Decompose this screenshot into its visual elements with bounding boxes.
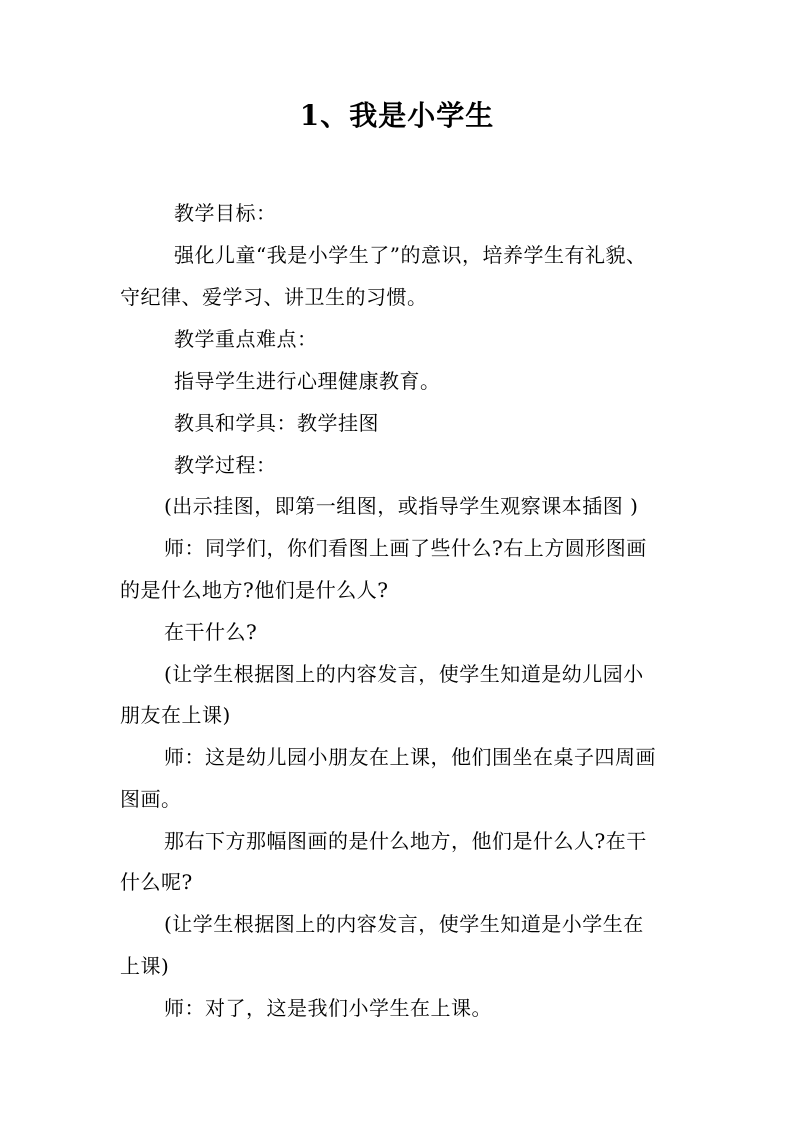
paragraph-line: 师：同学们，你们看图上画了些什么?右上方圆形图画 xyxy=(164,536,647,560)
paragraph-line: 师：对了，这是我们小学生在上课。 xyxy=(164,996,492,1020)
paragraph-line: 师：这是幼儿园小朋友在上课，他们围坐在桌子四周画 xyxy=(164,745,656,769)
teaching-aids-line: 教具和学具：教学挂图 xyxy=(174,411,379,435)
section-heading-objectives: 教学目标： xyxy=(174,201,277,225)
paragraph-line: (让学生根据图上的内容发言，使学生知道是小学生在 xyxy=(164,912,644,936)
section-heading-key-points: 教学重点难点： xyxy=(174,327,318,351)
paragraph-line: (让学生根据图上的内容发言，使学生知道是幼儿园小 xyxy=(164,662,644,686)
paragraph-line: 的是什么地方?他们是什么人? xyxy=(120,578,389,602)
paragraph-line: 强化儿童“我是小学生了”的意识，培养学生有礼貌、 xyxy=(174,243,647,267)
document-title: 1、我是小学生 xyxy=(299,99,495,132)
paragraph-line: (出示挂图，即第一组图，或指导学生观察课本插图 ) xyxy=(164,494,639,518)
paragraph-line: 上课) xyxy=(120,954,170,978)
paragraph-line: 那右下方那幅图画的是什么地方，他们是什么人?在干 xyxy=(164,829,647,853)
paragraph-line: 指导学生进行心理健康教育。 xyxy=(174,369,441,393)
paragraph-line: 什么呢? xyxy=(120,870,193,894)
paragraph-line: 朋友在上课) xyxy=(120,703,231,727)
paragraph-line: 在干什么? xyxy=(164,620,258,644)
paragraph-line: 图画。 xyxy=(120,787,182,811)
paragraph-line: 守纪律、爱学习、讲卫生的习惯。 xyxy=(120,285,428,309)
section-heading-process: 教学过程： xyxy=(174,453,277,477)
